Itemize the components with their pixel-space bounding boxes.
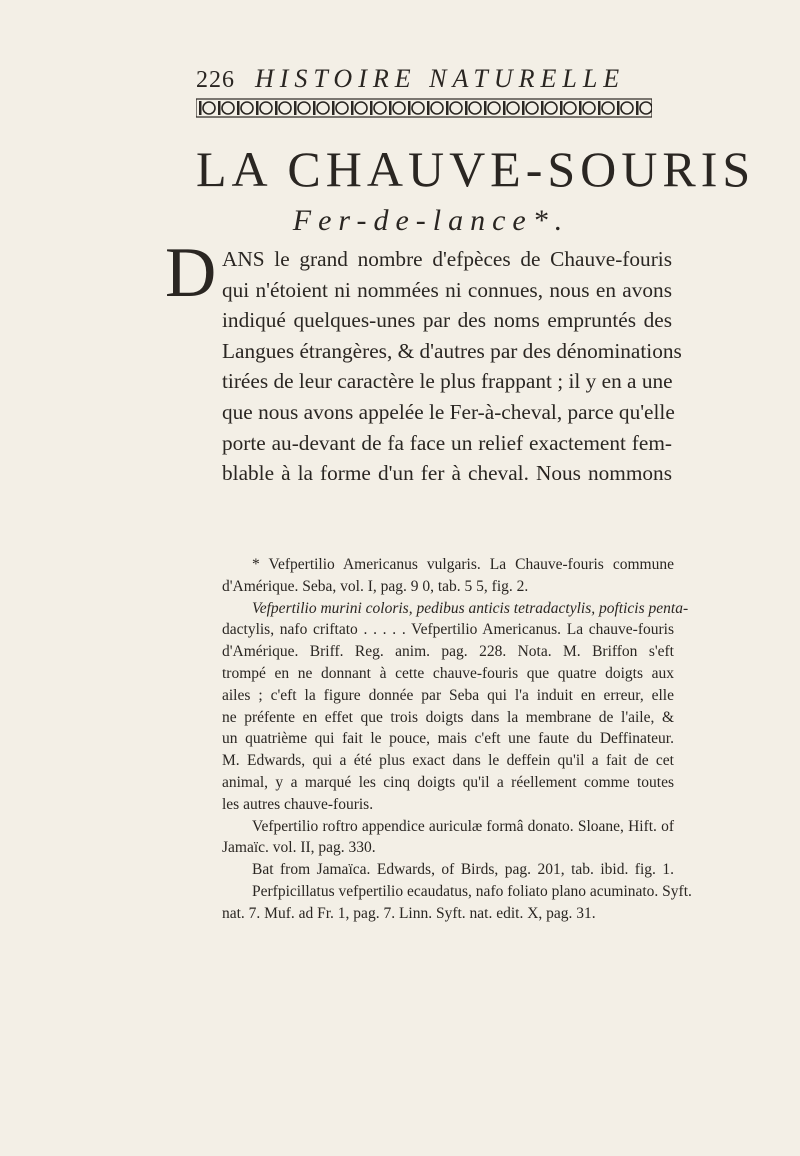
footnote-line: * Vefpertilio Americanus vulgaris. La Chauve-fouris commune xyxy=(252,556,674,573)
footnote-line: Bat from Jamaïca. Edwards, of Birds, pag. 201, tab. ibid. fig. 1. xyxy=(252,861,674,879)
body-line: blable à la forme d'un fer à cheval. Nous nommons xyxy=(222,461,672,486)
footnote-line: Perfpicillatus vefpertilio ecaudatus, nafo foliato plano acuminato. Syft. xyxy=(252,882,692,900)
ornament-border xyxy=(196,98,652,118)
body-line: qui n'étoient ni nommées ni connues, nous en avons xyxy=(222,277,672,302)
chapter-subtitle: Fer-de-lance*. xyxy=(292,204,570,237)
drop-cap: D xyxy=(165,234,217,312)
footnote-line: d'Amérique. Seba, vol. I, pag. 9 0, tab. 5 5, fig. 2. xyxy=(222,577,529,595)
chapter-title: LA CHAUVE-SOURIS xyxy=(196,141,756,197)
footnote-line: Jamaïc. vol. II, pag. 330. xyxy=(222,839,376,857)
footnote-line: ne préfente en effet que trois doigts dans la membrane de l'aile, & xyxy=(222,708,674,726)
page-number: 226 xyxy=(196,67,235,93)
footnote-line: Vefpertilio murini coloris, pedibus anticis tetradactylis, pofticis penta- xyxy=(252,599,689,617)
footnotes xyxy=(222,554,692,925)
footnote-line: nat. 7. Muf. ad Fr. 1, pag. 7. Linn. Syft. nat. edit. X, pag. 31. xyxy=(222,904,596,922)
footnote-line: dactylis, nafo criftato . . . . . Vefpertilio Americanus. La chauve-fouris xyxy=(222,621,674,639)
footnote-line: un quatrième qui fait le pouce, mais c'eft une faute du Deffinateur. xyxy=(222,730,674,748)
footnote-line: ailes ; c'eft la figure donnée par Seba qui l'a induit en erreur, elle xyxy=(222,686,674,704)
footnote-line: d'Amérique. Briff. Reg. anim. pag. 228. Nota. M. Briffon s'eft xyxy=(222,643,674,661)
footnote-line: Vefpertilio roftro appendice auriculæ formâ donato. Sloane, Hift. of xyxy=(252,817,674,835)
body-line: tirées de leur caractère le plus frappant ; il y en a une xyxy=(222,369,673,394)
body-line: que nous avons appelée le Fer-à-cheval, parce qu'elle xyxy=(222,399,675,424)
footnote-line: M. Edwards, qui a été plus exact dans le deffein qu'il a fait de cet xyxy=(222,752,674,770)
body-line: porte au-devant de fa face un relief exactement fem- xyxy=(222,430,672,455)
footnote-line: les autres chauve-fouris. xyxy=(222,795,374,813)
footnote-line: animal, y a marqué les cinq doigts qu'il a réellement comme toutes xyxy=(222,773,674,791)
body-text xyxy=(165,234,682,489)
running-head xyxy=(196,64,656,100)
body-line: indiqué quelques-unes par des noms empruntés des xyxy=(222,308,672,333)
running-title: HISTOIRE NATURELLE xyxy=(255,64,626,93)
body-line: Langues étrangères, & d'autres par des dénominations xyxy=(222,338,682,363)
footnote-line: trompé en ne donnant à cette chauve-fouris que quatre doigts aux xyxy=(222,664,674,682)
body-line: ANS le grand nombre d'efpèces de Chauve-fouris xyxy=(222,247,672,271)
